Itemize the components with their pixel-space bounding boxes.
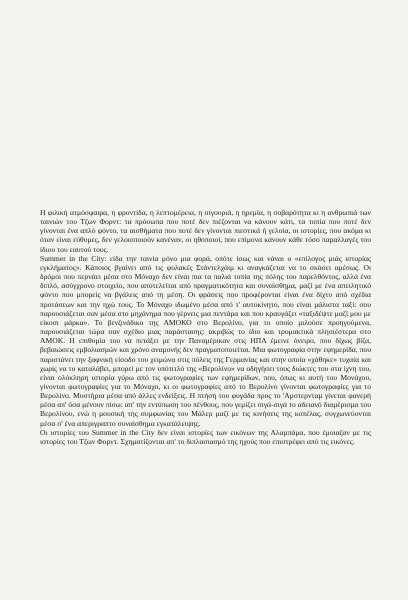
paragraph-1: Η φιλική ατμόσφαιρα, η φροντίδα, η λεπτομέρεια, η σιγουριά, η ηρεμία, η σοβαρότητα κι η ανθρωπιά των ταινιών του Τζων Φορντ: τα πρόσωπα που ποτέ δεν πιέζονται να κάνουν κάτι, τα τοπία που ποτέ δεν γίνονται ένα απλό φόντο, τα αισθήματα που ποτέ δεν γίνονται πιεστικά ή γελοία, οι ιστορίες, που ακόμα κι όταν είναι εύθυμες, δεν γελοιοποιούν κανέναν, οι ηθοποιοί, που επίμονα κάνουν κάθε τόσο παραλλαγές του ίδιου του εαυτού τους.	[40, 208, 371, 254]
paragraph-3: Οι ιστορίες του Summer in the City δεν είναι ιστορίες των εικόνων της Αλαμπάμα, που έμοιαζαν με τις ιστορίες του Τζων Φορντ. Σχηματίζονται απ' το διπλασιασμό της ηχούς που επιστρέφει από τις εικόνες.	[40, 427, 371, 446]
body-text	[40, 208, 371, 446]
paragraph-2: Summer in the City: είδα την ταινία μόνο μια φορά, οπότε ίσως και νάναι ο «επίλογος μιάς ιστορίας εγκλήματος». Κάποιος βγαίνει από τις φυλακές Στάντελχάιμ κι αναγκάζεται να το σκάσει αμέσως. Οι δρόμοι που περνάει μέσα στο Μόναχο δεν είναι πια τα παλιά τοπία της πόλης του παρελθόντος, αλλά ένα διπλό, ασύγχρονο στοιχείο, που αποτελείται από πραγματικότητα και συναίσθημα, μαζί με ένα απειλητικό φόντο που μπορείς να βγάλεις από τη μέση. Οι φράσεις που προφέρονται είναι ένα δίχτυ από σχέδια προτάσεων και την ηχώ τους. Το Μόναχο ιδωμένο μέσα από τ' αυτοκίνητο, που είναι μάλιστα ταξί: σου παρουσιάζεται σαν μέσα στο μηχάνημα που γέρνεις μια πεντάρα και που κραυγάζει «ταξιδέψτε μαζί μου με είκοσι μάρκα». Το βενζινάδικο της ΑΜΟΚΟ στο Βερολίνο, για το οποίο μιλούσε προηγούμενα, παρουσιάζεται τώρα σαν σχέδιο μιας παράστασης: ακριβώς το ίδιο και τρομακτικά πλησιέστερα στο ΑΜΟΚ. Η επιθυμία του να πετάξει με την Παναμέρικαν στις ΗΠΑ έμεινε όνειρο, που δίχως βίζα, βεβαιώσεις εμβολιασμών και χρόνο αναμονής δεν πραγματοποιείται. Μια φωτογραφία στην εφημερίδα, που παριστάνει την ξαφνική είσοδο του χειμώνα στις πόλεις της Γερμανίας και στην οποία «χάθηκε» τυχαία και χωρίς να το καταλάβει, μπορεί με τον υπότιτλό της «Βερολίνο» να οδηγήσει τους διώκτες του στα ίχνη του, είναι ολόκληρη ιστορία γύρω από τις φωτογραφίες των εφημερίδων, που, όπως κι αυτή του Μονάχου, γίνονται φωτογραφίες για το Μόναχο, κι οι φωτογραφίες από το Βερολίνο γίνονται φωτογραφίες για το Βερολίνο. Μυστήρια μέσα από άλλες ενδείξεις. Η πτήση του φυγάδα προς το 'Αμστερνταμ γίνεται φανερή μέσα απ' όσα μένουν πίσω: απ' την εντύπωση του πένθους, που γεμίζει σιγά-σιγά το αδειανό διαμέρισμα του Βερολίνου, ενώ η μουσική της συμφωνίας του Μάλερ μαζί με τις κινήσεις της κοπέλας, συγχωνεύονται μέσα σ' ένα απεριγραπτο συναίσθημα εγκατάλειψης.	[40, 253, 371, 428]
